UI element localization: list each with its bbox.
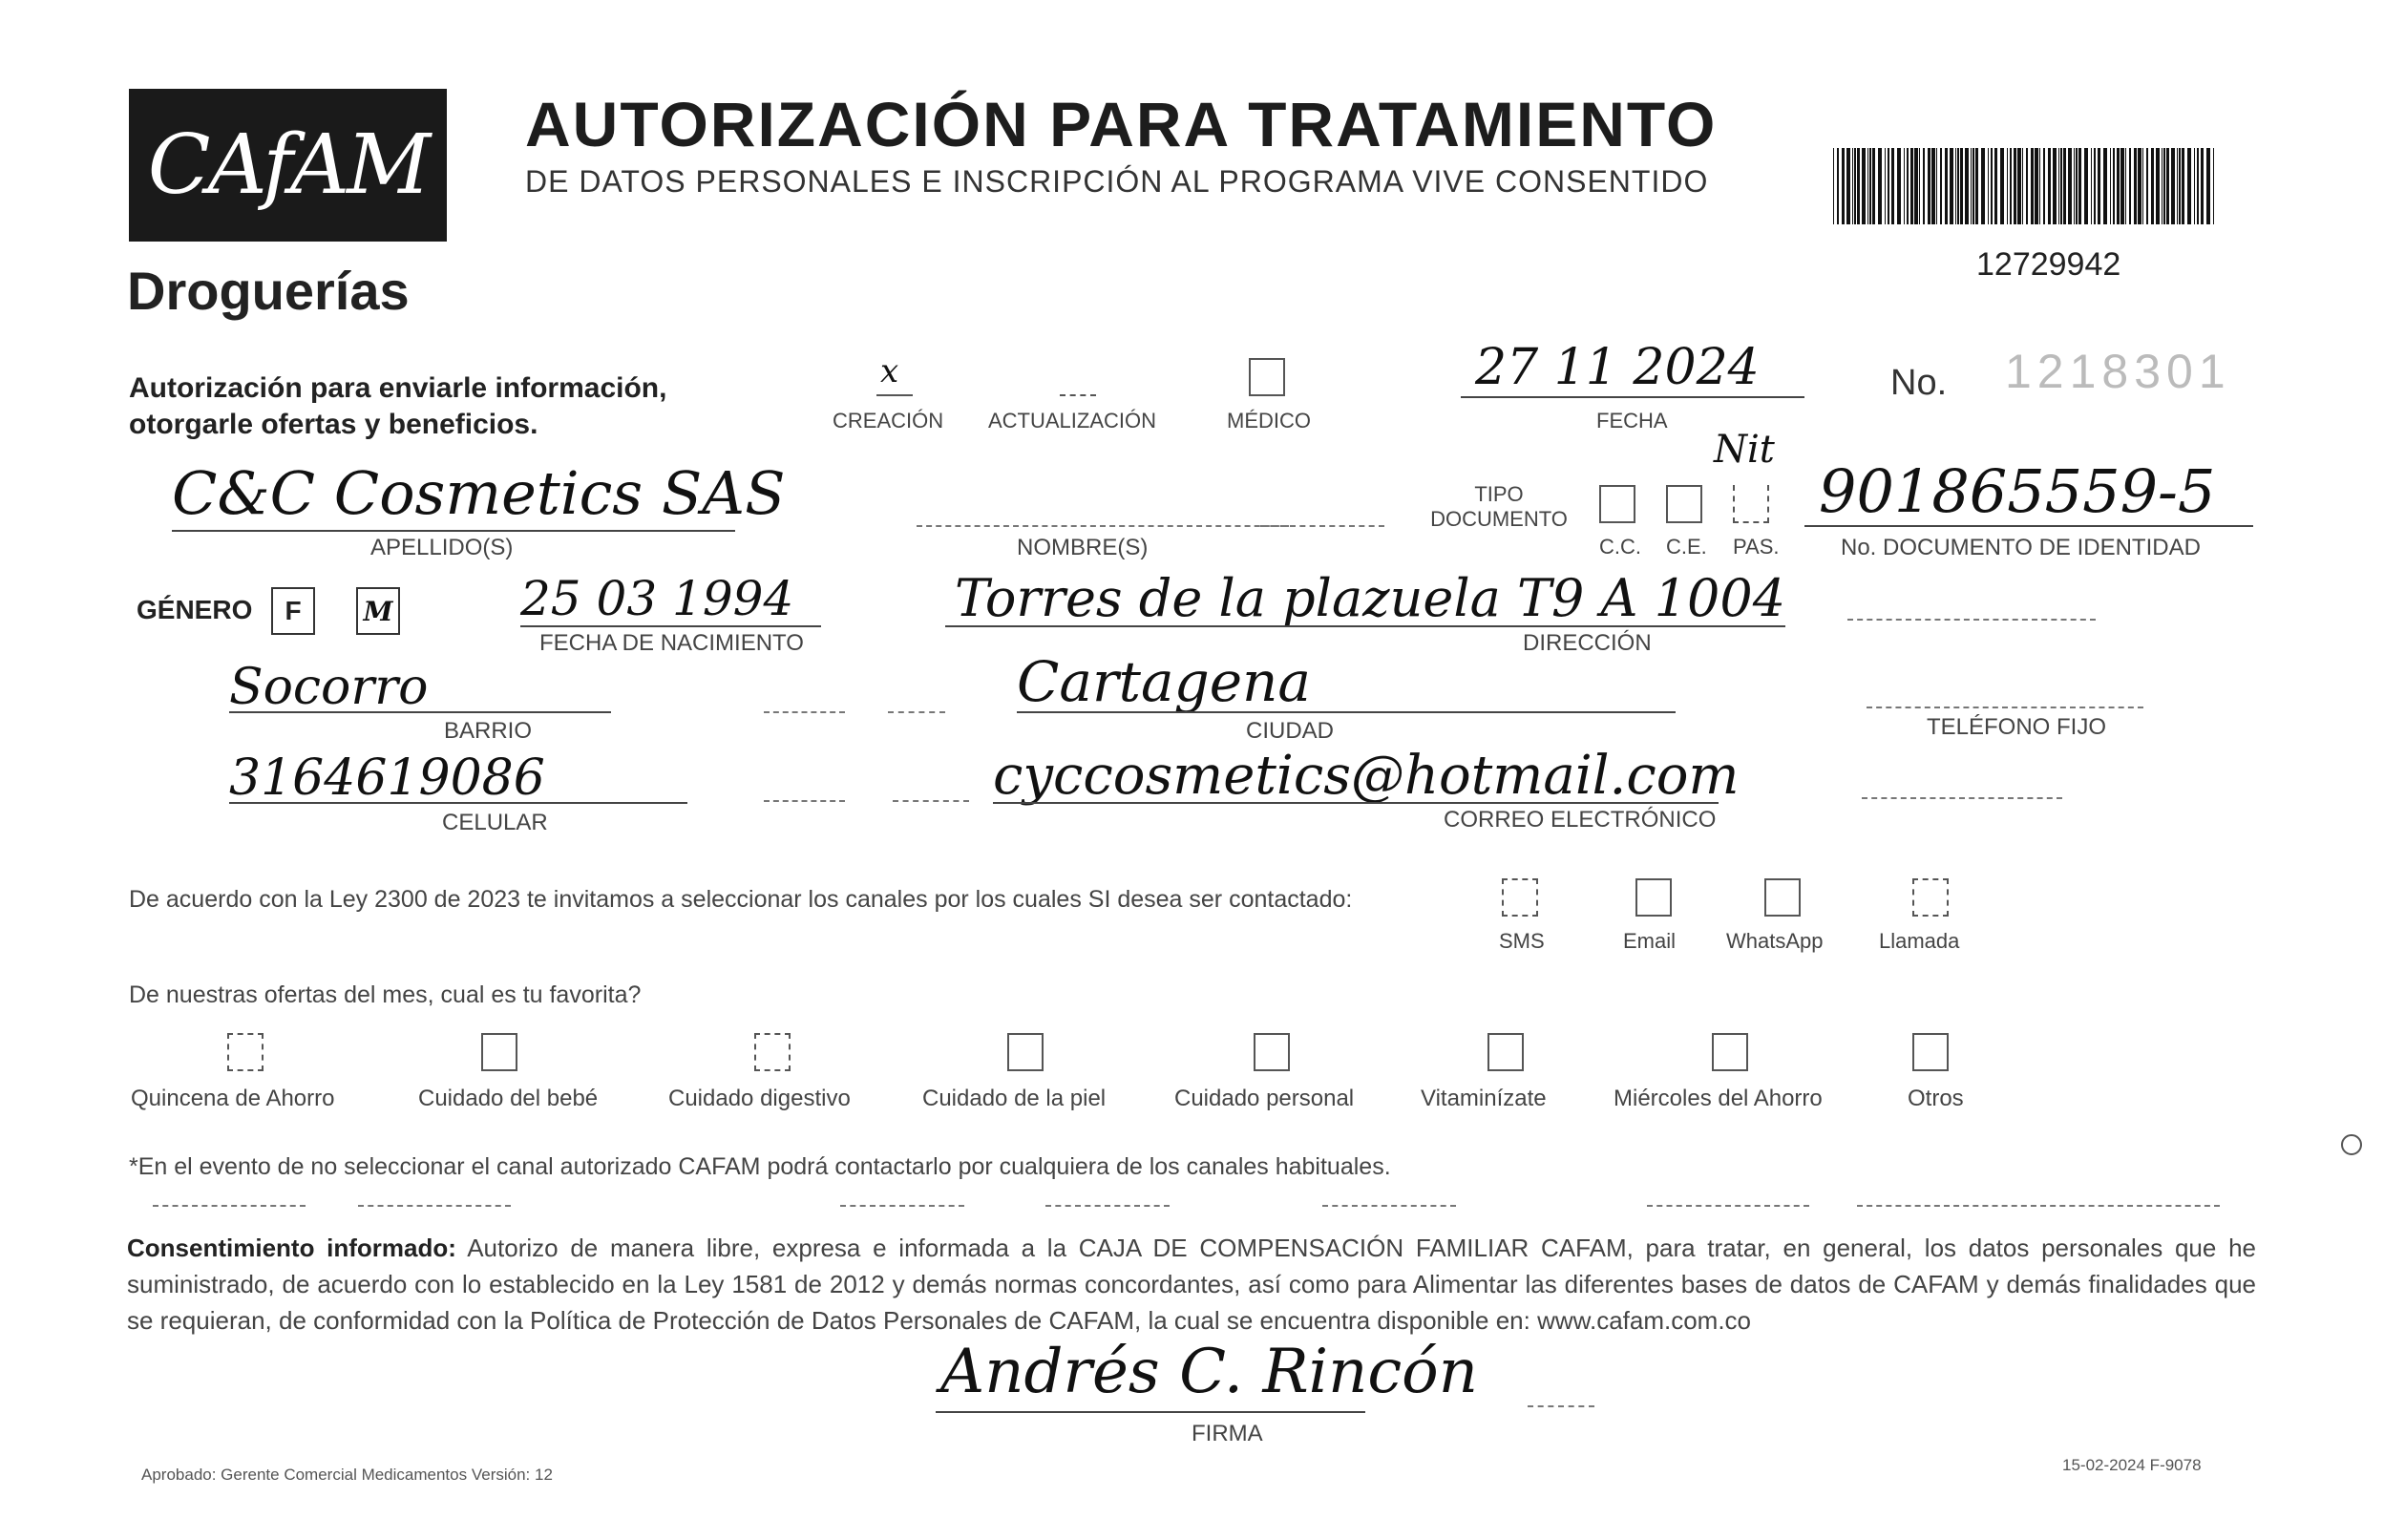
offers-question: De nuestras ofertas del mes, cual es tu favorita?: [129, 981, 642, 1008]
barcode-number: 12729942: [1976, 246, 2121, 283]
offer-otros-label: Otros: [1908, 1086, 1964, 1111]
brand-subtitle: Droguerías: [127, 261, 410, 321]
email-label: Email: [1623, 929, 1677, 953]
offer-piel-label: Cuidado de la piel: [922, 1086, 1107, 1111]
celular-label: CELULAR: [442, 810, 548, 835]
consent-text: Autorizo de manera libre, expresa e informada a la CAJA DE COMPENSACIÓN FAMILIAR CAFAM, para tratar, en general, los datos personales que he suministrado, de acuerdo con lo establecido en la Ley 1581 de 2012 y demás normas concordantes, así como para Alimentar las diferentes bases de datos de CAFAM y demás finalidades que se requieran, de conformidad con la Política de Protección de Datos Personales de CAFAM, la cual se encuentra disponible en: www.cafam.com.co: [127, 1234, 2256, 1335]
nombres-label: NOMBRE(S): [1017, 535, 1149, 560]
opt-creacion-label: CREACIÓN: [833, 409, 944, 432]
genero-m-box[interactable]: [356, 587, 400, 635]
offer-bebe-checkbox[interactable]: [481, 1033, 517, 1071]
no-label: No.: [1890, 363, 1948, 403]
barrio-value[interactable]: Socorro: [229, 659, 429, 716]
doc-number-label: No. DOCUMENTO DE IDENTIDAD: [1841, 535, 2201, 560]
offer-piel-checkbox[interactable]: [1007, 1033, 1044, 1071]
apellidos-value[interactable]: C&C Cosmetics SAS: [172, 458, 786, 528]
barrio-label: BARRIO: [444, 718, 533, 744]
direccion-value[interactable]: Torres de la plazuela T9 A 1004: [955, 568, 1786, 628]
doc-number-value[interactable]: 901865559-5: [1819, 456, 2216, 526]
offer-miercoles-label: Miércoles del Ahorro: [1614, 1086, 1823, 1111]
sms-checkbox[interactable]: [1502, 878, 1538, 917]
auth-label: Autorización para enviarle información, otorgarle ofertas y beneficios.: [129, 372, 667, 440]
form-subtitle: DE DATOS PERSONALES E INSCRIPCIÓN AL PROGRAMA VIVE CONSENTIDO: [525, 164, 1709, 199]
correo-label: CORREO ELECTRÓNICO: [1444, 807, 1717, 833]
ciudad-value[interactable]: Cartagena: [1017, 649, 1311, 714]
channel-note: *En el evento de no seleccionar el canal autorizado CAFAM podrá contactarlo por cualquiera de los canales habituales.: [129, 1153, 1391, 1180]
logo-text: CAfAM: [147, 117, 429, 213]
sms-label: SMS: [1499, 929, 1545, 953]
cafam-logo: [129, 89, 447, 242]
opt-medico-label: MÉDICO: [1227, 409, 1311, 432]
doc-note: Nit: [1714, 428, 1775, 472]
offer-digestivo-label: Cuidado digestivo: [668, 1086, 851, 1111]
no-value: 1218301: [2005, 345, 2231, 398]
telefono-label: TELÉFONO FIJO: [1927, 714, 2107, 740]
form-title: AUTORIZACIÓN PARA TRATAMIENTO: [525, 89, 1718, 159]
offer-quincena-checkbox[interactable]: [227, 1033, 264, 1071]
barcode: [1833, 148, 2215, 224]
ce-checkbox[interactable]: [1666, 485, 1702, 523]
tipo-doc-label: TIPO DOCUMENTO: [1430, 482, 1568, 531]
pas-checkbox[interactable]: [1733, 485, 1769, 523]
apellidos-label: APELLIDO(S): [370, 535, 514, 560]
offer-vitaminizate-label: Vitaminízate: [1421, 1086, 1547, 1111]
direccion-label: DIRECCIÓN: [1523, 630, 1652, 656]
opt-actualizacion-label: ACTUALIZACIÓN: [988, 409, 1157, 432]
cc-label: C.C.: [1599, 535, 1641, 559]
whatsapp-label: WhatsApp: [1726, 929, 1824, 953]
nacimiento-label: FECHA DE NACIMIENTO: [539, 630, 804, 656]
genero-label: GÉNERO: [137, 595, 253, 624]
creacion-checkbox[interactable]: [876, 352, 913, 396]
genero-f-label: F: [285, 596, 302, 625]
signature-label: FIRMA: [1192, 1421, 1263, 1446]
offer-personal-checkbox[interactable]: [1254, 1033, 1290, 1071]
genero-f-box[interactable]: [271, 587, 315, 635]
offer-vitaminizate-checkbox[interactable]: [1487, 1033, 1524, 1071]
fecha-label: FECHA: [1596, 409, 1668, 432]
email-checkbox[interactable]: [1635, 878, 1672, 917]
celular-value[interactable]: 3164619086: [229, 749, 545, 807]
consent-paragraph: [127, 1230, 2256, 1339]
offer-digestivo-checkbox[interactable]: [754, 1033, 791, 1071]
genero-m-label: M: [363, 595, 393, 627]
llamada-label: Llamada: [1879, 929, 1960, 953]
medico-checkbox[interactable]: [1249, 358, 1285, 396]
offer-personal-label: Cuidado personal: [1174, 1086, 1355, 1111]
cc-checkbox[interactable]: [1599, 485, 1635, 523]
consent-bold: Consentimiento informado:: [127, 1234, 456, 1262]
pas-label: PAS.: [1733, 535, 1780, 559]
offer-miercoles-checkbox[interactable]: [1712, 1033, 1748, 1071]
offer-bebe-label: Cuidado del bebé: [418, 1086, 599, 1111]
actualizacion-checkbox[interactable]: [1060, 358, 1096, 396]
fecha-value[interactable]: 27 11 2024: [1475, 339, 1760, 396]
ciudad-label: CIUDAD: [1246, 718, 1335, 744]
channels-question: De acuerdo con la Ley 2300 de 2023 te invitamos a seleccionar los canales por los cuales SI desea ser contactado:: [129, 886, 1353, 913]
footer-date-code: 15-02-2024 F-9078: [2062, 1456, 2202, 1474]
nacimiento-value[interactable]: 25 03 1994: [520, 571, 794, 626]
offer-quincena-label: Quincena de Ahorro: [131, 1086, 335, 1111]
creacion-check-mark: x: [880, 352, 899, 390]
offer-otros-checkbox[interactable]: [1912, 1033, 1949, 1071]
llamada-checkbox[interactable]: [1912, 878, 1949, 917]
ce-label: C.E.: [1666, 535, 1707, 559]
signature-value[interactable]: Andrés C. Rincón: [940, 1337, 1478, 1407]
whatsapp-checkbox[interactable]: [1764, 878, 1801, 917]
footer-approved: Aprobado: Gerente Comercial Medicamentos Versión: 12: [141, 1466, 553, 1484]
recycle-icon: [2341, 1134, 2362, 1155]
correo-value[interactable]: cyccosmetics@hotmail.com: [993, 745, 1740, 807]
